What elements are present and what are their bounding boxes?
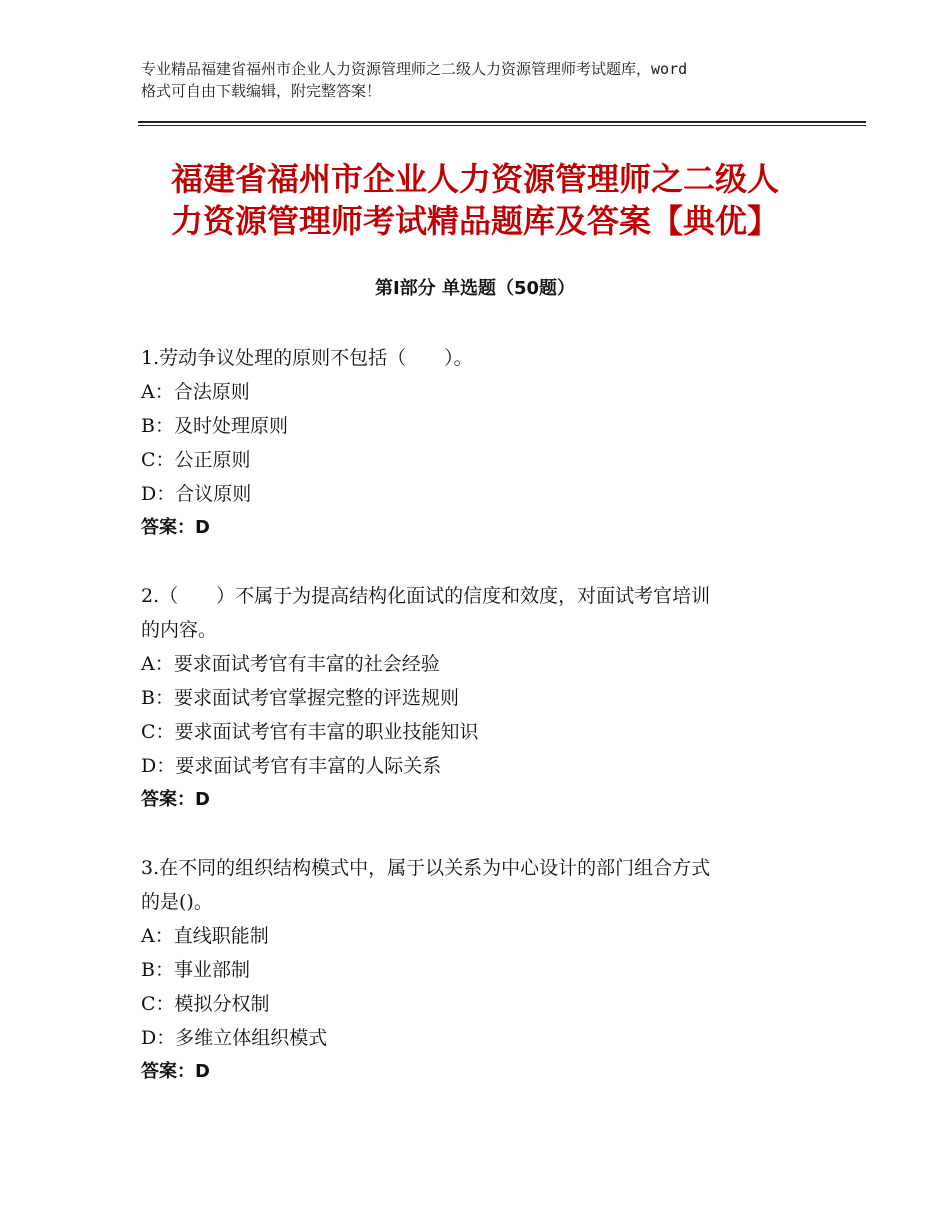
option-b: B：要求面试考官掌握完整的评选规则	[141, 687, 459, 709]
option-d: D：合议原则	[141, 483, 252, 505]
document-title-line-2: 力资源管理师考试精品题库及答案【典优】	[170, 202, 779, 240]
question-stem-line-2: 的内容。	[141, 619, 218, 641]
option-c: C：要求面试考官有丰富的职业技能知识	[141, 721, 479, 743]
section-title: 第Ⅰ部分 单选题（50题）	[374, 278, 575, 299]
question-stem-line-1: 2.（ ）不属于为提高结构化面试的信度和效度，对面试考官培训	[141, 585, 711, 607]
option-c: C：公正原则	[141, 449, 251, 471]
option-b: B：事业部制	[141, 959, 250, 981]
option-b: B：及时处理原则	[141, 415, 288, 437]
question-2	[141, 579, 841, 817]
document-title-line-1: 福建省福州市企业人力资源管理师之二级人	[170, 160, 779, 198]
question-stem-line-1: 3.在不同的组织结构模式中，属于以关系为中心设计的部门组合方式	[141, 857, 711, 879]
header-note-line-1: 专业精品福建省福州市企业人力资源管理师之二级人力资源管理师考试题库，word	[141, 60, 688, 78]
question-list	[141, 341, 841, 1123]
option-a: A：要求面试考官有丰富的社会经验	[141, 653, 440, 675]
header-note-line-2: 格式可自由下载编辑，附完整答案！	[141, 82, 382, 100]
header-divider-thin	[138, 125, 866, 126]
option-c: C：模拟分权制	[141, 993, 270, 1015]
header-divider-thick	[138, 121, 866, 123]
question-3	[141, 851, 841, 1089]
answer: 答案：D	[141, 517, 210, 538]
option-d: D：多维立体组织模式	[141, 1027, 328, 1049]
option-d: D：要求面试考官有丰富的人际关系	[141, 755, 442, 777]
answer: 答案：D	[141, 789, 210, 810]
option-a: A：直线职能制	[141, 925, 269, 947]
question-stem-line-2: 的是()。	[141, 891, 213, 913]
answer: 答案：D	[141, 1061, 210, 1082]
option-a: A：合法原则	[141, 381, 250, 403]
header-note	[141, 58, 841, 102]
question-stem-line-1: 1.劳动争议处理的原则不包括（ ）。	[141, 347, 473, 369]
question-1	[141, 341, 841, 545]
question-stem	[141, 341, 841, 375]
document-title	[100, 158, 850, 242]
question-stem	[141, 579, 841, 647]
question-stem	[141, 851, 841, 919]
